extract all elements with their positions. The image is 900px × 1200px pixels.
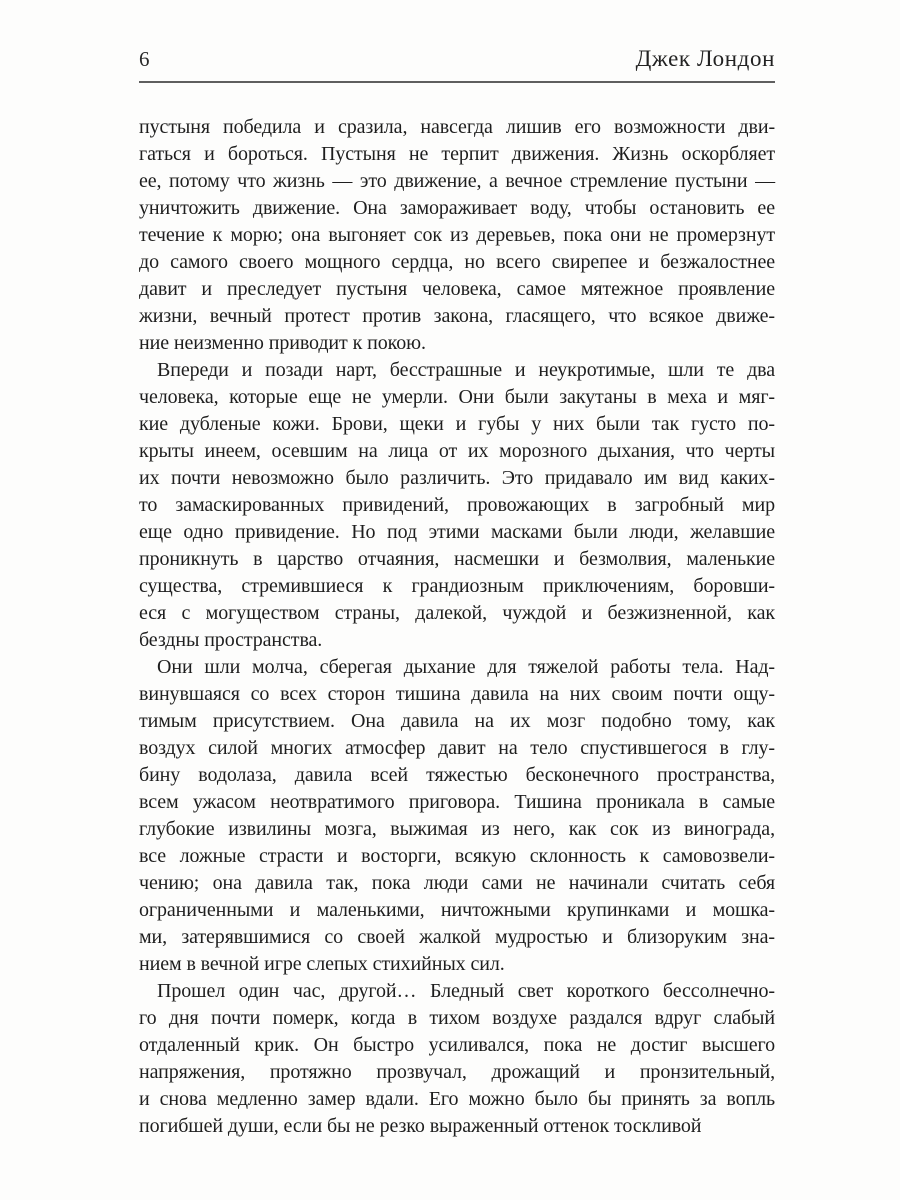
text-line: кие дубленые кожи. Брови, щеки и губы у них были так густо по- (139, 413, 775, 435)
text-line: тимым присутствием. Она давила на их мозг подобно тому, как (139, 710, 775, 732)
text-line: чению; она давила так, пока люди сами не начинали считать себя (139, 872, 775, 894)
text-line: существа, стремившиеся к грандиозным приключениям, боровши- (139, 575, 775, 597)
text-line: еще одно привидение. Но под этими масками были люди, желавшие (139, 521, 775, 543)
text-line: все ложные страсти и восторги, всякую склонность к самовозвели- (139, 845, 775, 867)
text-line: давит и преследует пустыня человека, самое мятежное проявление (139, 278, 775, 300)
text-line: бездны пространства. (139, 629, 323, 651)
text-line: человека, которые еще не умерли. Они были закутаны в меха и мяг- (139, 386, 775, 408)
page-header (139, 46, 775, 83)
text-line: Они шли молча, сберегая дыхание для тяжелой работы тела. Над- (157, 656, 775, 678)
paragraph (139, 357, 775, 654)
text-line: Впереди и позади нарт, бесстрашные и неукротимые, шли те два (157, 359, 775, 381)
page-number: 6 (139, 47, 150, 71)
text-line: отдаленный крик. Он быстро усиливался, пока не достиг высшего (139, 1034, 775, 1056)
paragraph (139, 654, 775, 978)
text-line: до самого своего мощного сердца, но всего свирепее и безжалостнее (139, 251, 775, 273)
text-line: жизни, вечный протест против закона, гласящего, что всякое движе- (139, 305, 775, 327)
text-line: воздух силой многих атмосфер давит на тело спустившегося в глу- (139, 737, 775, 759)
running-title: Джек Лондон (635, 46, 775, 71)
text-line: то замаскированных привидений, провожающих в загробный мир (139, 494, 775, 516)
text-line: погибшей души, если бы не резко выраженный оттенок тоскливой (139, 1115, 702, 1137)
text-line: и снова медленно замер вдали. Его можно было бы принять за вопль (139, 1088, 775, 1110)
text-line: всем ужасом неотвратимого приговора. Тишина проникала в самые (139, 791, 775, 813)
text-line: ние неизменно приводит к покою. (139, 332, 426, 354)
text-line: пустыня победила и сразила, навсегда лишив его возможности дви- (139, 116, 775, 138)
text-line: бину водолаза, давила всей тяжестью бесконечного пространства, (139, 764, 775, 786)
text-line: еся с могуществом страны, далекой, чуждой и безжизненной, как (139, 602, 775, 624)
text-line: гаться и бороться. Пустыня не терпит движения. Жизнь оскорбляет (139, 143, 775, 165)
text-line: го дня почти померк, когда в тихом воздухе раздался вдруг слабый (139, 1007, 775, 1029)
text-line: течение к морю; она выгоняет сок из деревьев, пока они не промерзнут (139, 224, 775, 246)
text-line: напряжения, протяжно прозвучал, дрожащий и пронзительный, (139, 1061, 775, 1083)
text-line: ее, потому что жизнь — это движение, а вечное стремление пустыни — (139, 170, 775, 192)
text-line: уничтожить движение. Она замораживает воду, чтобы остановить ее (139, 197, 775, 219)
text-line: крыты инеем, осевшим на лица от их морозного дыхания, что черты (139, 440, 775, 462)
text-line: ми, затерявшимися со своей жалкой мудростью и близоруким зна- (139, 926, 775, 948)
text-line: глубокие извилины мозга, выжимая из него, как сок из винограда, (139, 818, 775, 840)
text-line: ограниченными и маленькими, ничтожными крупинками и мошка- (139, 899, 775, 921)
paragraph (139, 978, 775, 1140)
text-line: их почти невозможно было различить. Это придавало им вид каких- (139, 467, 775, 489)
text-line: нием в вечной игре слепых стихийных сил. (139, 953, 505, 975)
text-line: Прошел один час, другой… Бледный свет короткого бессолнечно- (157, 980, 775, 1002)
body-text (139, 114, 775, 1140)
text-line: проникнуть в царство отчаяния, насмешки и безмолвия, маленькие (139, 548, 775, 570)
text-line: винувшаяся со всех сторон тишина давила на них своим почти ощу- (139, 683, 775, 705)
paragraph (139, 114, 775, 357)
page-content (139, 46, 775, 1140)
